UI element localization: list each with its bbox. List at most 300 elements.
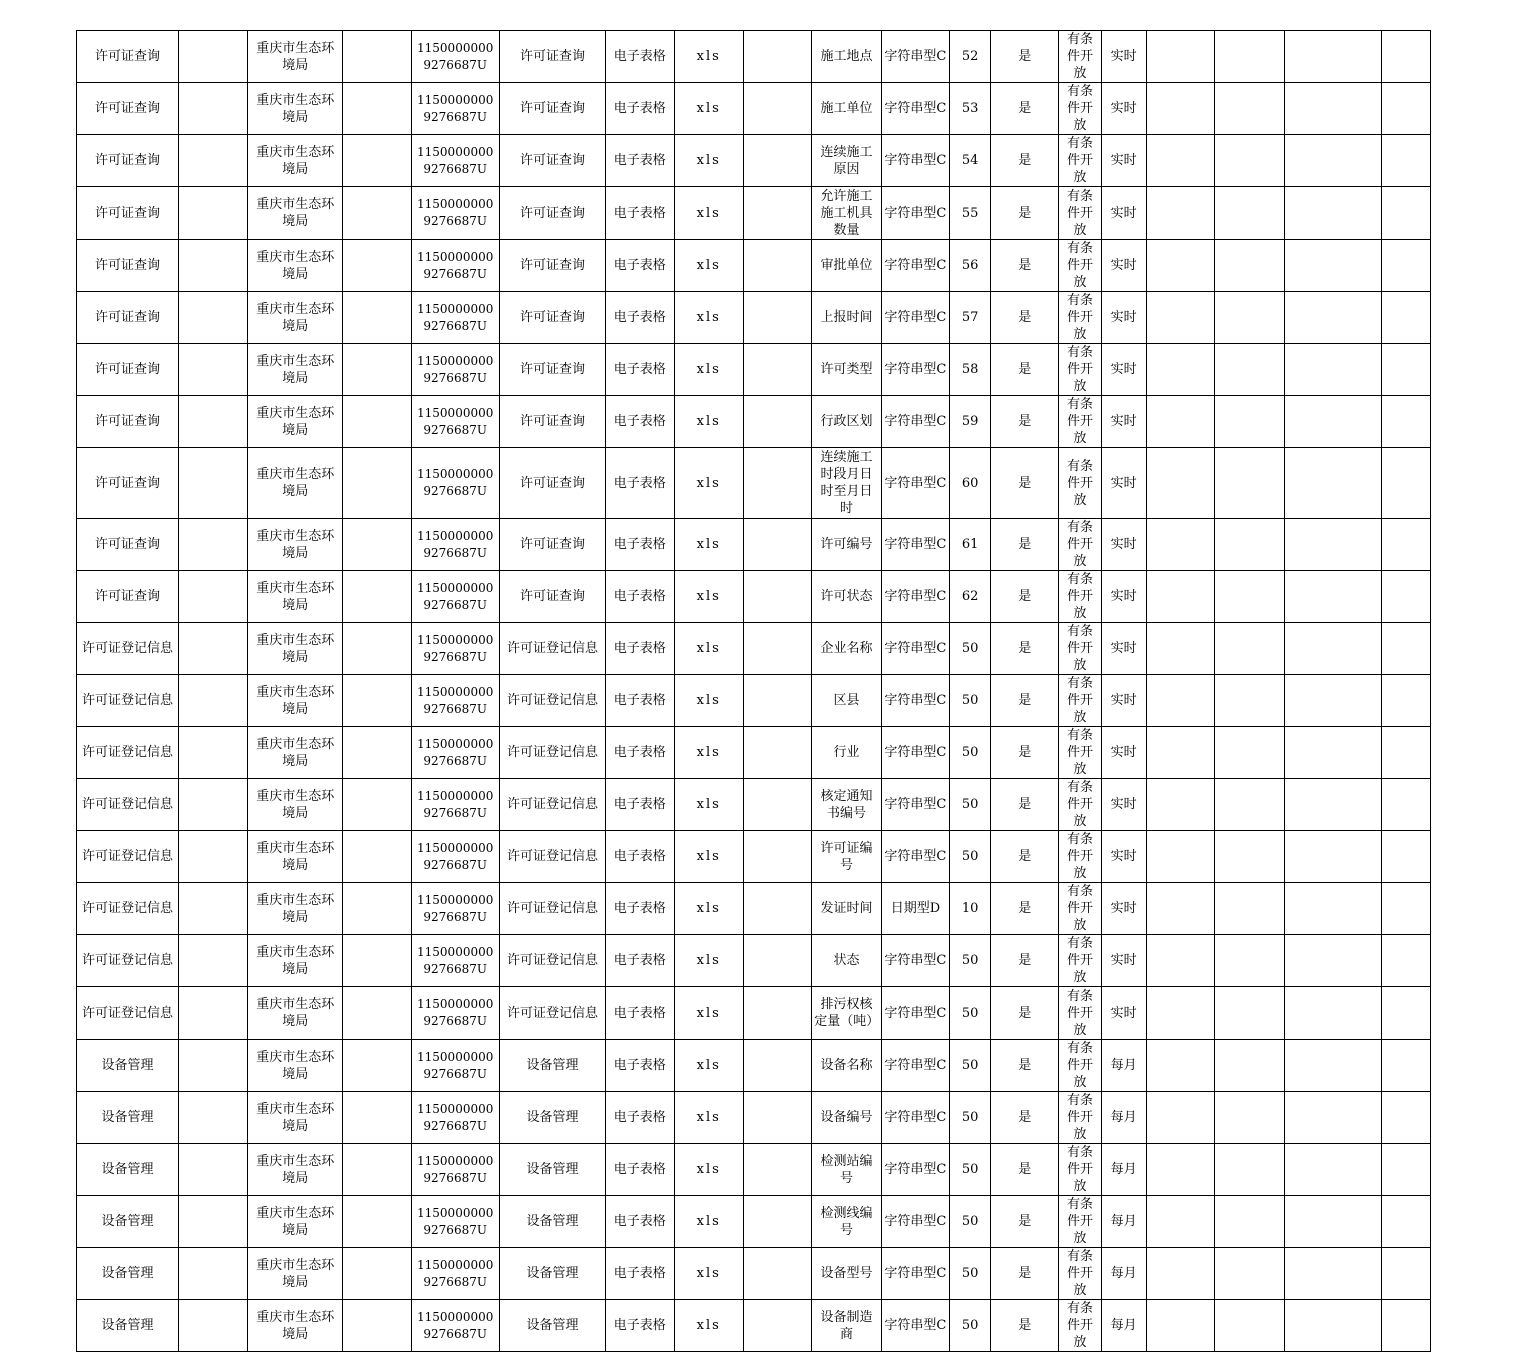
empty-cell [1382,779,1431,831]
item-name-cell: 许可证查询 [499,135,605,187]
open-type-cell: 有条件开放 [1059,240,1101,292]
org-code-cell: 11500000009276687U [411,31,499,83]
empty-cell [343,1092,411,1144]
update-frequency-cell: 每月 [1101,1144,1146,1196]
resource-name-cell: 许可证查询 [77,187,179,240]
format-cell: xls [674,31,743,83]
resource-type-cell: 电子表格 [606,1300,674,1352]
empty-cell [1284,396,1382,448]
empty-cell [179,448,248,519]
table-row [77,831,1431,883]
empty-cell [179,135,248,187]
data-type-cell: 字符串型C [881,1300,949,1352]
resource-type-cell: 电子表格 [606,987,674,1040]
empty-cell [1284,1300,1382,1352]
empty-cell [343,448,411,519]
empty-cell [179,831,248,883]
update-frequency-cell: 实时 [1101,240,1146,292]
field-name-cell: 企业名称 [812,623,881,675]
department-cell: 重庆市生态环境局 [248,344,343,396]
format-cell: xls [674,344,743,396]
update-frequency-cell: 实时 [1101,935,1146,987]
item-name-cell: 许可证登记信息 [499,623,605,675]
empty-cell [1215,292,1284,344]
empty-cell [1215,448,1284,519]
empty-cell [1382,831,1431,883]
empty-cell [179,187,248,240]
empty-cell [179,240,248,292]
format-cell: xls [674,83,743,135]
update-frequency-cell: 实时 [1101,675,1146,727]
shared-flag-cell: 是 [991,727,1059,779]
empty-cell [343,1248,411,1300]
open-type-cell: 有条件开放 [1059,1144,1101,1196]
open-type-cell: 有条件开放 [1059,448,1101,519]
empty-cell [1146,1196,1214,1248]
resource-type-cell: 电子表格 [606,1040,674,1092]
empty-cell [343,675,411,727]
empty-cell [1215,623,1284,675]
resource-type-cell: 电子表格 [606,831,674,883]
empty-cell [1284,987,1382,1040]
resource-name-cell: 许可证查询 [77,571,179,623]
update-frequency-cell: 实时 [1101,31,1146,83]
item-name-cell: 许可证查询 [499,519,605,571]
resource-type-cell: 电子表格 [606,727,674,779]
format-cell: xls [674,187,743,240]
empty-cell [1146,1300,1214,1352]
data-type-cell: 字符串型C [881,519,949,571]
empty-cell [1146,31,1214,83]
resource-name-cell: 许可证查询 [77,240,179,292]
table-row [77,623,1431,675]
data-type-cell: 字符串型C [881,448,949,519]
table-row [77,1040,1431,1092]
empty-cell [1215,31,1284,83]
org-code-cell: 11500000009276687U [411,779,499,831]
table-row [77,1092,1431,1144]
empty-cell [1382,396,1431,448]
field-name-cell: 连续施工原因 [812,135,881,187]
item-name-cell: 许可证查询 [499,240,605,292]
update-frequency-cell: 每月 [1101,1196,1146,1248]
empty-cell [1382,935,1431,987]
org-code-cell: 11500000009276687U [411,187,499,240]
format-cell: xls [674,779,743,831]
field-length-cell: 50 [950,675,991,727]
empty-cell [1146,623,1214,675]
empty-cell [343,1196,411,1248]
empty-cell [1146,292,1214,344]
item-name-cell: 设备管理 [499,1196,605,1248]
empty-cell [743,240,811,292]
empty-cell [1146,1040,1214,1092]
table-row [77,1144,1431,1196]
table-body [77,31,1431,1352]
empty-cell [743,623,811,675]
format-cell: xls [674,987,743,1040]
empty-cell [1215,519,1284,571]
field-name-cell: 许可状态 [812,571,881,623]
shared-flag-cell: 是 [991,396,1059,448]
resource-name-cell: 设备管理 [77,1196,179,1248]
field-length-cell: 50 [950,1144,991,1196]
department-cell: 重庆市生态环境局 [248,1040,343,1092]
open-type-cell: 有条件开放 [1059,31,1101,83]
data-type-cell: 字符串型C [881,292,949,344]
item-name-cell: 许可证查询 [499,396,605,448]
empty-cell [743,1144,811,1196]
empty-cell [1215,187,1284,240]
department-cell: 重庆市生态环境局 [248,1092,343,1144]
empty-cell [1215,675,1284,727]
empty-cell [1215,1040,1284,1092]
field-name-cell: 许可证编号 [812,831,881,883]
empty-cell [1215,83,1284,135]
empty-cell [179,935,248,987]
empty-cell [1382,1300,1431,1352]
empty-cell [1382,31,1431,83]
resource-name-cell: 许可证查询 [77,344,179,396]
field-length-cell: 50 [950,779,991,831]
field-name-cell: 区县 [812,675,881,727]
empty-cell [179,623,248,675]
empty-cell [343,240,411,292]
open-type-cell: 有条件开放 [1059,1196,1101,1248]
data-type-cell: 字符串型C [881,240,949,292]
format-cell: xls [674,1092,743,1144]
table-row [77,240,1431,292]
data-type-cell: 字符串型C [881,396,949,448]
resource-type-cell: 电子表格 [606,571,674,623]
field-name-cell: 审批单位 [812,240,881,292]
empty-cell [1284,675,1382,727]
department-cell: 重庆市生态环境局 [248,571,343,623]
update-frequency-cell: 实时 [1101,187,1146,240]
empty-cell [1284,240,1382,292]
resource-name-cell: 许可证查询 [77,31,179,83]
org-code-cell: 11500000009276687U [411,1040,499,1092]
empty-cell [1146,83,1214,135]
empty-cell [179,292,248,344]
update-frequency-cell: 每月 [1101,1248,1146,1300]
empty-cell [743,571,811,623]
field-name-cell: 核定通知书编号 [812,779,881,831]
empty-cell [1146,396,1214,448]
format-cell: xls [674,727,743,779]
update-frequency-cell: 每月 [1101,1300,1146,1352]
empty-cell [1215,883,1284,935]
empty-cell [1146,831,1214,883]
update-frequency-cell: 实时 [1101,344,1146,396]
empty-cell [1284,779,1382,831]
field-length-cell: 54 [950,135,991,187]
empty-cell [743,727,811,779]
empty-cell [743,396,811,448]
open-type-cell: 有条件开放 [1059,623,1101,675]
open-type-cell: 有条件开放 [1059,935,1101,987]
resource-name-cell: 许可证查询 [77,396,179,448]
item-name-cell: 许可证登记信息 [499,831,605,883]
empty-cell [179,571,248,623]
empty-cell [1215,1196,1284,1248]
empty-cell [1215,240,1284,292]
empty-cell [343,187,411,240]
department-cell: 重庆市生态环境局 [248,831,343,883]
update-frequency-cell: 实时 [1101,623,1146,675]
empty-cell [743,519,811,571]
field-length-cell: 50 [950,1092,991,1144]
shared-flag-cell: 是 [991,292,1059,344]
shared-flag-cell: 是 [991,1300,1059,1352]
department-cell: 重庆市生态环境局 [248,240,343,292]
data-type-cell: 字符串型C [881,571,949,623]
empty-cell [179,1300,248,1352]
resource-name-cell: 设备管理 [77,1092,179,1144]
empty-cell [343,83,411,135]
empty-cell [343,571,411,623]
data-type-cell: 字符串型C [881,83,949,135]
format-cell: xls [674,448,743,519]
format-cell: xls [674,935,743,987]
open-type-cell: 有条件开放 [1059,1248,1101,1300]
department-cell: 重庆市生态环境局 [248,135,343,187]
shared-flag-cell: 是 [991,448,1059,519]
shared-flag-cell: 是 [991,987,1059,1040]
data-type-cell: 字符串型C [881,1040,949,1092]
department-cell: 重庆市生态环境局 [248,623,343,675]
resource-type-cell: 电子表格 [606,675,674,727]
table-row [77,987,1431,1040]
table-row [77,779,1431,831]
empty-cell [343,935,411,987]
empty-cell [179,779,248,831]
empty-cell [1382,448,1431,519]
format-cell: xls [674,135,743,187]
shared-flag-cell: 是 [991,1248,1059,1300]
empty-cell [179,396,248,448]
open-type-cell: 有条件开放 [1059,831,1101,883]
empty-cell [743,779,811,831]
empty-cell [1146,727,1214,779]
empty-cell [1382,987,1431,1040]
resource-type-cell: 电子表格 [606,623,674,675]
department-cell: 重庆市生态环境局 [248,727,343,779]
org-code-cell: 11500000009276687U [411,1248,499,1300]
data-type-cell: 字符串型C [881,31,949,83]
field-length-cell: 50 [950,935,991,987]
empty-cell [1382,1248,1431,1300]
resource-name-cell: 许可证查询 [77,519,179,571]
shared-flag-cell: 是 [991,519,1059,571]
field-length-cell: 50 [950,1248,991,1300]
table-row [77,883,1431,935]
org-code-cell: 11500000009276687U [411,1196,499,1248]
shared-flag-cell: 是 [991,31,1059,83]
department-cell: 重庆市生态环境局 [248,1196,343,1248]
open-type-cell: 有条件开放 [1059,675,1101,727]
field-length-cell: 58 [950,344,991,396]
table-row [77,727,1431,779]
table-row [77,935,1431,987]
department-cell: 重庆市生态环境局 [248,519,343,571]
item-name-cell: 设备管理 [499,1248,605,1300]
org-code-cell: 11500000009276687U [411,1092,499,1144]
field-name-cell: 允许施工施工机具数量 [812,187,881,240]
shared-flag-cell: 是 [991,1092,1059,1144]
resource-type-cell: 电子表格 [606,779,674,831]
field-length-cell: 52 [950,31,991,83]
empty-cell [343,831,411,883]
empty-cell [343,1300,411,1352]
format-cell: xls [674,240,743,292]
resource-type-cell: 电子表格 [606,519,674,571]
table-row [77,448,1431,519]
empty-cell [179,344,248,396]
empty-cell [1146,187,1214,240]
empty-cell [1284,292,1382,344]
field-name-cell: 检测站编号 [812,1144,881,1196]
shared-flag-cell: 是 [991,883,1059,935]
empty-cell [343,987,411,1040]
empty-cell [1284,935,1382,987]
empty-cell [1215,779,1284,831]
empty-cell [1284,1248,1382,1300]
empty-cell [343,519,411,571]
empty-cell [179,1196,248,1248]
update-frequency-cell: 实时 [1101,135,1146,187]
department-cell: 重庆市生态环境局 [248,935,343,987]
empty-cell [1284,1144,1382,1196]
empty-cell [179,31,248,83]
empty-cell [1382,519,1431,571]
empty-cell [743,448,811,519]
field-length-cell: 50 [950,831,991,883]
empty-cell [343,883,411,935]
item-name-cell: 许可证查询 [499,292,605,344]
resource-name-cell: 许可证查询 [77,292,179,344]
resource-name-cell: 设备管理 [77,1300,179,1352]
empty-cell [1284,135,1382,187]
empty-cell [1146,135,1214,187]
empty-cell [1215,1092,1284,1144]
resource-type-cell: 电子表格 [606,31,674,83]
empty-cell [343,344,411,396]
item-name-cell: 许可证登记信息 [499,935,605,987]
empty-cell [1215,727,1284,779]
shared-flag-cell: 是 [991,571,1059,623]
department-cell: 重庆市生态环境局 [248,1248,343,1300]
item-name-cell: 许可证查询 [499,448,605,519]
empty-cell [743,83,811,135]
empty-cell [743,675,811,727]
empty-cell [1382,675,1431,727]
shared-flag-cell: 是 [991,935,1059,987]
field-name-cell: 施工单位 [812,83,881,135]
org-code-cell: 11500000009276687U [411,623,499,675]
empty-cell [1284,831,1382,883]
shared-flag-cell: 是 [991,135,1059,187]
format-cell: xls [674,883,743,935]
resource-name-cell: 许可证登记信息 [77,675,179,727]
department-cell: 重庆市生态环境局 [248,1144,343,1196]
empty-cell [1215,344,1284,396]
update-frequency-cell: 实时 [1101,727,1146,779]
org-code-cell: 11500000009276687U [411,727,499,779]
data-type-cell: 字符串型C [881,1144,949,1196]
open-type-cell: 有条件开放 [1059,83,1101,135]
org-code-cell: 11500000009276687U [411,292,499,344]
table-row [77,1196,1431,1248]
table-row [77,519,1431,571]
department-cell: 重庆市生态环境局 [248,779,343,831]
resource-name-cell: 许可证查询 [77,448,179,519]
data-type-cell: 字符串型C [881,727,949,779]
org-code-cell: 11500000009276687U [411,935,499,987]
empty-cell [1284,187,1382,240]
empty-cell [1215,1300,1284,1352]
data-type-cell: 字符串型C [881,935,949,987]
item-name-cell: 设备管理 [499,1092,605,1144]
field-name-cell: 状态 [812,935,881,987]
open-type-cell: 有条件开放 [1059,1300,1101,1352]
resource-name-cell: 许可证登记信息 [77,935,179,987]
open-type-cell: 有条件开放 [1059,135,1101,187]
department-cell: 重庆市生态环境局 [248,448,343,519]
open-type-cell: 有条件开放 [1059,344,1101,396]
shared-flag-cell: 是 [991,675,1059,727]
field-name-cell: 行政区划 [812,396,881,448]
org-code-cell: 11500000009276687U [411,83,499,135]
empty-cell [179,883,248,935]
empty-cell [1146,519,1214,571]
resource-name-cell: 许可证登记信息 [77,831,179,883]
resource-type-cell: 电子表格 [606,292,674,344]
resource-name-cell: 许可证查询 [77,135,179,187]
empty-cell [1146,883,1214,935]
empty-cell [1215,135,1284,187]
data-type-cell: 字符串型C [881,675,949,727]
item-name-cell: 许可证查询 [499,31,605,83]
empty-cell [743,1092,811,1144]
org-code-cell: 11500000009276687U [411,448,499,519]
format-cell: xls [674,831,743,883]
empty-cell [743,135,811,187]
empty-cell [743,987,811,1040]
field-length-cell: 59 [950,396,991,448]
item-name-cell: 许可证查询 [499,187,605,240]
resource-type-cell: 电子表格 [606,1092,674,1144]
empty-cell [743,31,811,83]
empty-cell [1146,779,1214,831]
empty-cell [343,135,411,187]
format-cell: xls [674,1196,743,1248]
empty-cell [1382,135,1431,187]
update-frequency-cell: 实时 [1101,292,1146,344]
format-cell: xls [674,1300,743,1352]
shared-flag-cell: 是 [991,187,1059,240]
empty-cell [179,1092,248,1144]
empty-cell [1382,1092,1431,1144]
empty-cell [1284,31,1382,83]
empty-cell [1284,571,1382,623]
empty-cell [1284,1040,1382,1092]
empty-cell [1146,571,1214,623]
resource-type-cell: 电子表格 [606,135,674,187]
resource-type-cell: 电子表格 [606,83,674,135]
item-name-cell: 许可证查询 [499,344,605,396]
empty-cell [743,831,811,883]
